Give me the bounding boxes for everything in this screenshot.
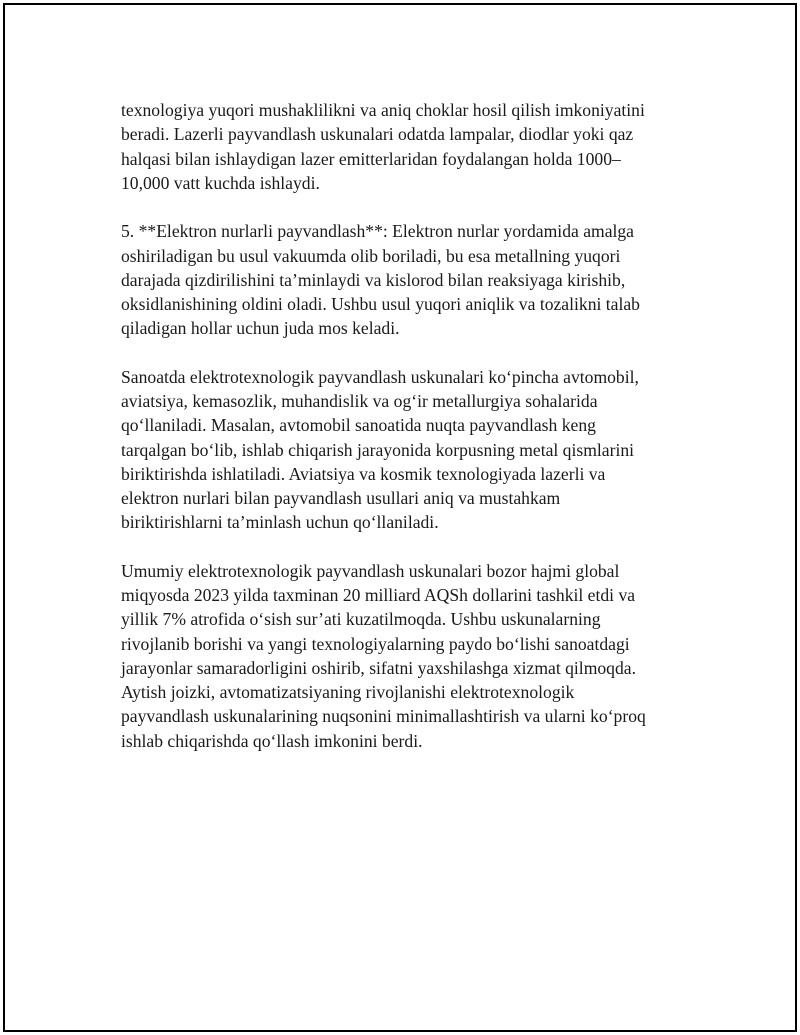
text-line: jarayonlar samaradorligini oshirib, sifatni yaxshilashga xizmat qilmoqda. (121, 657, 636, 678)
page-frame (3, 3, 797, 1032)
text-line: halqasi bilan ishlaydigan lazer emitterlaridan foydalangan holda 1000– (121, 148, 621, 169)
text-line: qiladigan hollar uchun juda mos keladi. (121, 318, 400, 339)
text-line: ishlab chiqarishda qo‘llash imkonini berdi. (121, 730, 423, 751)
text-line: Sanoatda elektrotexnologik payvandlash uskunalari ko‘pincha avtomobil, (121, 366, 639, 387)
text-line: biriktirishda ishlatiladi. Aviatsiya va kosmik texnologiyada lazerli va (121, 463, 606, 484)
paragraph-market-size (121, 559, 691, 753)
paragraph-laser-welding-continued (121, 98, 691, 195)
paragraph-electron-beam-welding (121, 219, 691, 340)
text-line: Aytish joizki, avtomatizatsiyaning rivojlanishi elektrotexnologik (121, 682, 575, 702)
text-line: texnologiya yuqori mushaklilikni va aniq choklar hosil qilish imkoniyatini (121, 100, 645, 120)
text-line: 10,000 vatt kuchda ishlaydi. (121, 172, 320, 193)
text-line: qo‘llaniladi. Masalan, avtomobil sanoatida nuqta payvandlash keng (121, 415, 596, 436)
text-line: oshiriladigan bu usul vakuumda olib boriladi, bu esa metallning yuqori (121, 245, 621, 266)
text-line: elektron nurlari bilan payvandlash usullari aniq va mustahkam (121, 488, 561, 508)
text-line: rivojlanib borishi va yangi texnologiyalarning paydo bo‘lishi sanoatdagi (121, 633, 630, 654)
text-line: payvandlash uskunalarining nuqsonini minimallashtirish va ularni ko‘proq (121, 706, 646, 727)
text-line: tarqalgan bo‘lib, ishlab chiqarish jarayonida korpusning metal qismlarini (121, 439, 635, 460)
text-line: darajada qizdirilishini ta’minlaydi va kislorod bilan reaksiyaga kirishib, (121, 269, 626, 290)
paragraph-industry-applications (121, 365, 691, 535)
text-line: yillik 7% atrofida o‘sish sur’ati kuzatilmoqda. Ushbu uskunalarning (121, 609, 601, 630)
text-line: oksidlanishining oldini oladi. Ushbu usul yuqori aniqlik va tozalikni talab (121, 294, 640, 314)
text-line: miqyosda 2023 yilda taxminan 20 milliard AQSh dollarini tashkil etdi va (121, 585, 636, 605)
text-line: beradi. Lazerli payvandlash uskunalari odatda lampalar, diodlar yoki qaz (121, 124, 634, 145)
text-line: aviatsiya, kemasozlik, muhandislik va og‘ir metallurgiya sohalarida (121, 391, 598, 411)
text-line: 5. **Elektron nurlarli payvandlash**: Elektron nurlar yordamida amalga (121, 221, 634, 242)
page-content (121, 98, 691, 777)
text-line: Umumiy elektrotexnologik payvandlash uskunalari bozor hajmi global (121, 560, 620, 581)
text-line: biriktirishlarni ta’minlash uchun qo‘llaniladi. (121, 512, 439, 533)
